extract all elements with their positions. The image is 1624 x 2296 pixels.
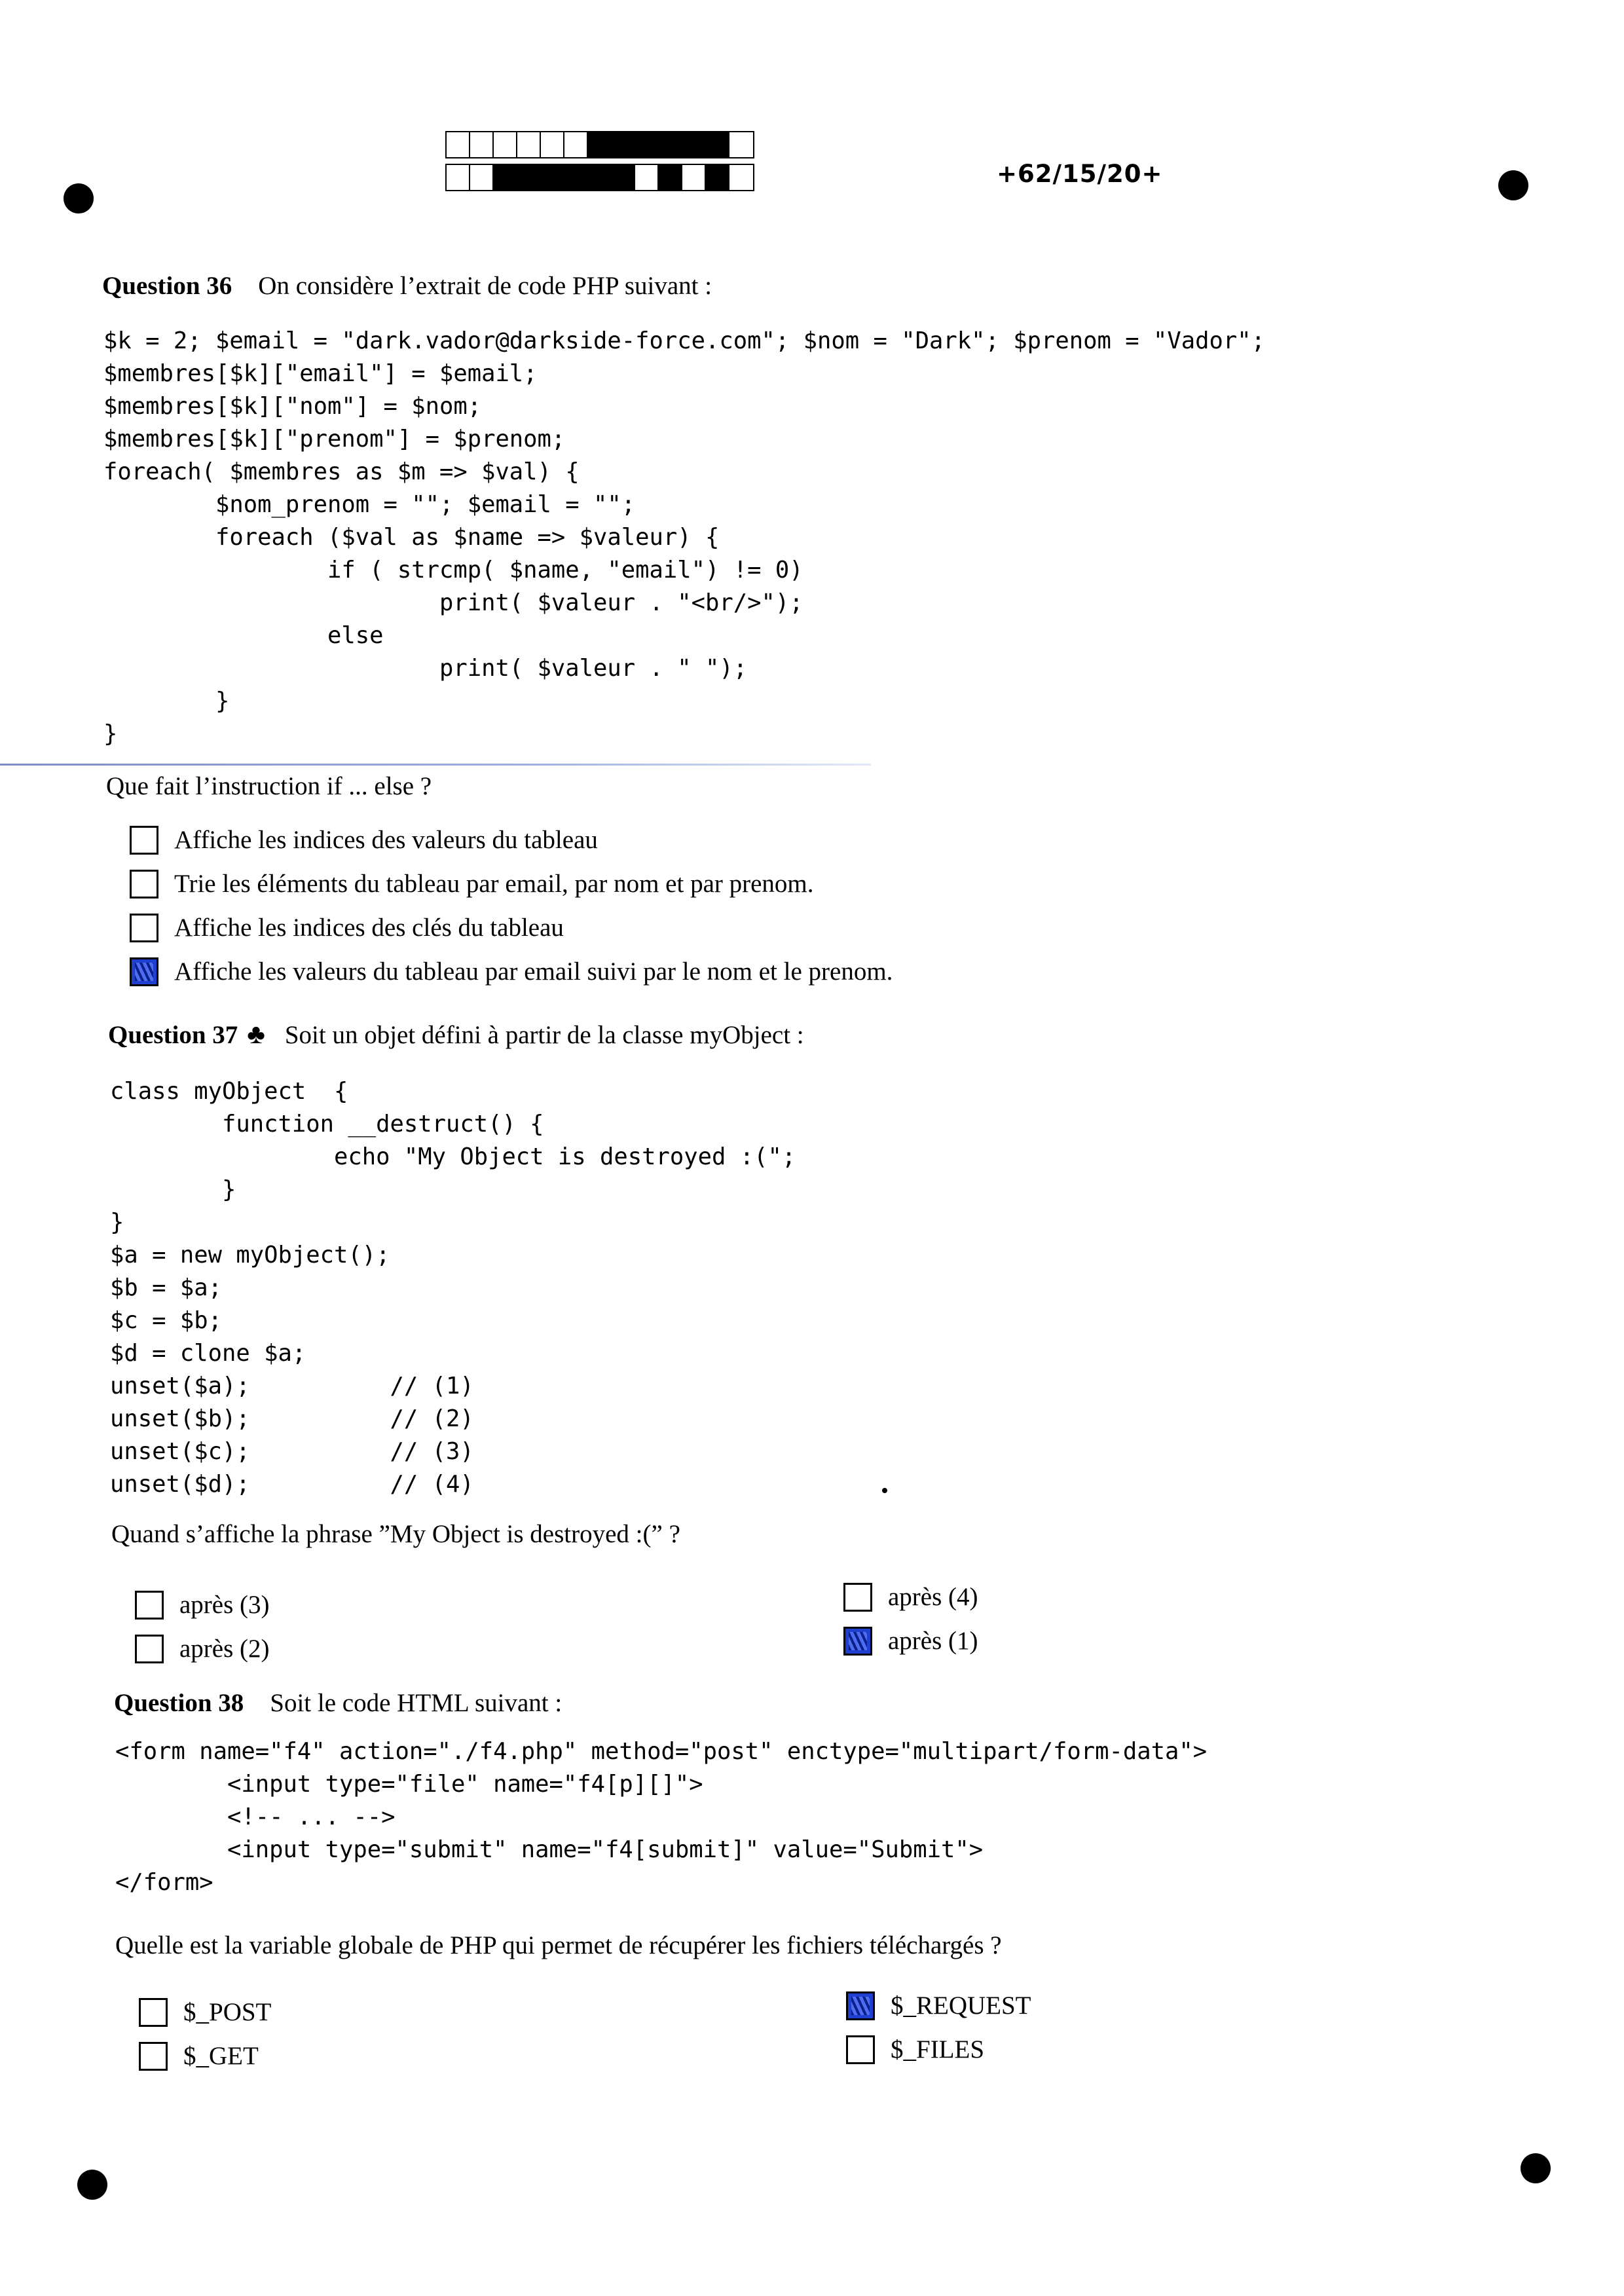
option-label: après (2) bbox=[179, 1635, 270, 1663]
question-number: Question 37 bbox=[108, 1021, 238, 1049]
question-38-heading bbox=[114, 1688, 562, 1718]
option-label: $_REQUEST bbox=[891, 1991, 1031, 2020]
question-36-option-1[interactable] bbox=[130, 825, 598, 855]
option-label: Affiche les valeurs du tableau par email suivi par le nom et le prenom. bbox=[174, 957, 893, 986]
checkbox[interactable] bbox=[130, 914, 158, 942]
question-prompt: On considère l’extrait de code PHP suivant : bbox=[258, 272, 712, 300]
checkbox-checked[interactable] bbox=[843, 1627, 872, 1656]
option-label: après (3) bbox=[179, 1591, 270, 1619]
question-36-option-4[interactable] bbox=[130, 957, 893, 986]
question-number: Question 36 bbox=[102, 272, 232, 300]
question-36-option-2[interactable] bbox=[130, 869, 814, 898]
question-38-code: <form name="f4" action="./f4.php" method="post" enctype="multipart/form-data"> <input type="file" name="f4[p][]"> <!-- ... --> <input type="submit" name="f4[submit]" value="Submit"> </form> bbox=[115, 1738, 1208, 1896]
barcode-row-2 bbox=[445, 164, 754, 191]
question-37-option-3[interactable] bbox=[843, 1582, 978, 1612]
question-36-heading bbox=[102, 271, 712, 301]
club-icon: ♣ bbox=[247, 1020, 265, 1050]
question-38-option-1[interactable] bbox=[139, 1997, 271, 2027]
registration-mark-bottom-right bbox=[1521, 2153, 1551, 2183]
option-label: $_GET bbox=[183, 2042, 259, 2070]
checkbox[interactable] bbox=[846, 2035, 875, 2064]
barcode-row-1 bbox=[445, 131, 754, 158]
option-label: Affiche les indices des clés du tableau bbox=[174, 914, 564, 942]
checkbox-checked[interactable] bbox=[130, 957, 158, 986]
option-label: après (4) bbox=[888, 1583, 978, 1611]
option-label: Trie les éléments du tableau par email, par nom et par prenom. bbox=[174, 870, 814, 898]
option-label: après (1) bbox=[888, 1627, 978, 1655]
question-37-question: Quand s’affiche la phrase ”My Object is destroyed :(” ? bbox=[111, 1520, 680, 1548]
checkbox[interactable] bbox=[843, 1583, 872, 1612]
question-38-option-2[interactable] bbox=[139, 2041, 259, 2071]
question-prompt: Soit le code HTML suivant : bbox=[270, 1689, 563, 1717]
question-37-option-2[interactable] bbox=[135, 1634, 270, 1663]
question-37-heading bbox=[108, 1019, 804, 1050]
checkbox[interactable] bbox=[139, 1998, 168, 2027]
question-37-code: class myObject { function __destruct() { echo "My Object is destroyed :("; } } $a = new myObject(); $b = $a; $c = $b; $d = clone $a; unset($a); // (1) unset($b); // (2) unset($c); // (3) unset($d); // (4) bbox=[110, 1078, 796, 1498]
checkbox[interactable] bbox=[130, 870, 158, 898]
checkbox[interactable] bbox=[135, 1635, 164, 1663]
question-prompt: Soit un objet défini à partir de la classe myObject : bbox=[284, 1021, 804, 1049]
divider-line bbox=[0, 764, 871, 766]
ink-speck bbox=[882, 1488, 887, 1493]
checkbox[interactable] bbox=[139, 2042, 168, 2071]
option-label: $_POST bbox=[183, 1998, 272, 2026]
registration-mark-bottom-left bbox=[77, 2170, 107, 2200]
option-label: $_FILES bbox=[891, 2035, 985, 2064]
registration-mark-top-left bbox=[64, 183, 94, 213]
checkbox[interactable] bbox=[130, 826, 158, 855]
question-36-code: $k = 2; $email = "dark.vador@darkside-force.com"; $nom = "Dark"; $prenom = "Vador"; $membres[$k]["email"] = $email; $membres[$k]["nom"] = $nom; $membres[$k]["prenom"] = $prenom; foreach( $membres as $m => $val) { $nom_prenom = ""; $email = ""; foreach ($val as $name => $valeur) { if ( strcmp( $name, "email") != 0) print( $valeur . "<br/>"); else print( $valeur . " "); } } bbox=[103, 327, 1265, 747]
checkbox[interactable] bbox=[135, 1591, 164, 1620]
question-number: Question 38 bbox=[114, 1689, 244, 1717]
question-37-option-4[interactable] bbox=[843, 1626, 978, 1656]
copy-identifier: +62/15/20+ bbox=[997, 160, 1163, 188]
option-label: Affiche les indices des valeurs du tableau bbox=[174, 826, 598, 854]
registration-mark-top-right bbox=[1498, 170, 1528, 200]
checkbox-checked[interactable] bbox=[846, 1991, 875, 2020]
question-38-option-4[interactable] bbox=[846, 2035, 984, 2064]
question-38-option-3[interactable] bbox=[846, 1991, 1031, 2020]
question-38-question: Quelle est la variable globale de PHP qui permet de récupérer les fichiers téléchargés ? bbox=[115, 1931, 1002, 1959]
question-36-question: Que fait l’instruction if ... else ? bbox=[106, 772, 432, 800]
question-36-option-3[interactable] bbox=[130, 913, 564, 942]
question-37-option-1[interactable] bbox=[135, 1590, 270, 1620]
